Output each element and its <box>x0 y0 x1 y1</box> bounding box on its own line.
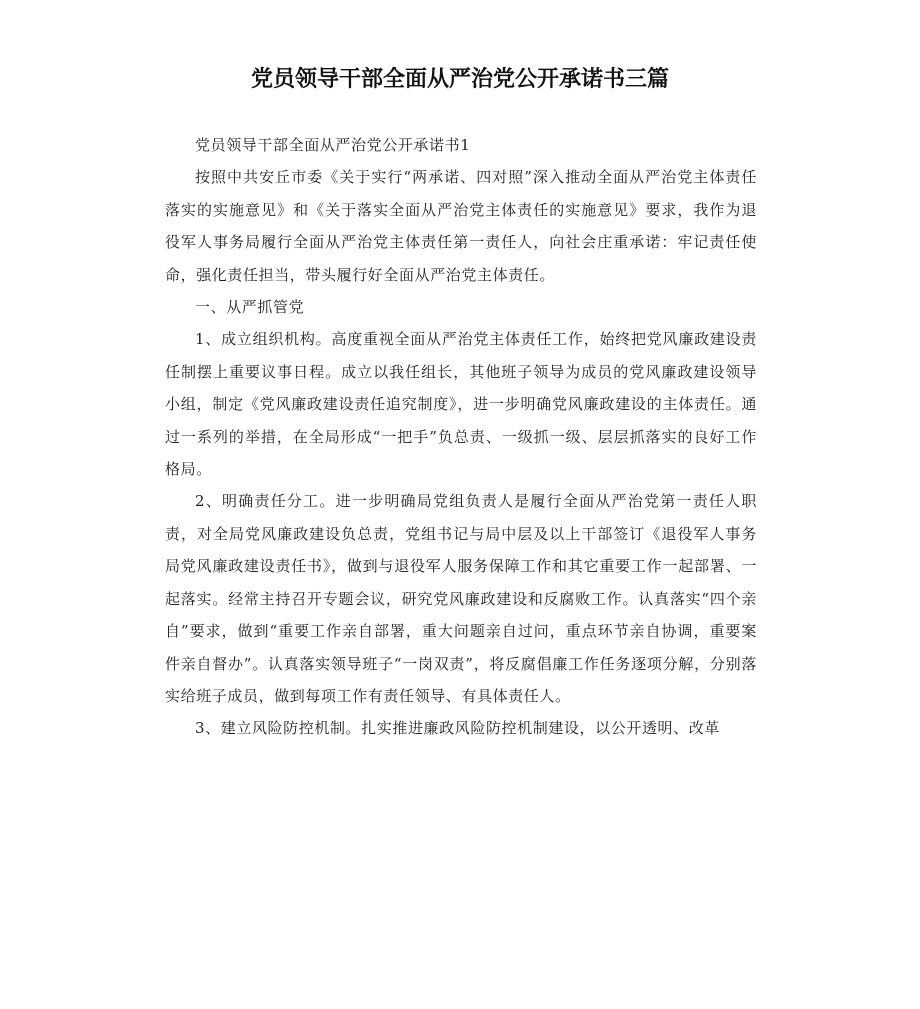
paragraph-item-1: 1、成立组织机构。高度重视全面从严治党主体责任工作，始终把党风廉政建设责任制摆上重要议事日程。成立以我任组长，其他班子领导为成员的党风廉政建设领导小组，制定《党风廉政建设责任追究制度》，进一步明确党风廉政建设的主体责任。通过一系列的举措，在全局形成“一把手”负总责、一级抓一级、层层抓落实的良好工作格局。 <box>165 330 757 479</box>
paragraph-subtitle: 党员领导干部全面从严治党公开承诺书1 <box>195 136 471 154</box>
paragraph-item-2: 2、明确责任分工。进一步明确局党组负责人是履行全面从严治党第一责任人职责，对全局党风廉政建设负总责，党组书记与局中层及以上干部签订《退役军人事务局党风廉政建设责任书》，做到与退役军人服务保障工作和其它重要工作一起部署、一起落实。经常主持召开专题会议，研究党风廉政建设和反腐败工作。认真落实“四个亲自”要求，做到“重要工作亲自部署，重大问题亲自过问，重点环节亲自协调，重要案件亲自督办”。认真落实领导班子“一岗双责”，将反腐倡廉工作任务逐项分解，分别落实给班子成员，做到每项工作有责任领导、有具体责任人。 <box>165 492 757 705</box>
paragraph-item-3: 3、建立风险防控机制。扎实推进廉政风险防控机制建设，以公开透明、改革 <box>195 719 720 738</box>
document-title: 党员领导干部全面从严治党公开承诺书三篇 <box>250 67 669 92</box>
document-body <box>165 129 757 745</box>
paragraph-intro: 按照中共安丘市委《关于实行“两承诺、四对照”深入推动全面从严治党主体责任落实的实施意见》和《关于落实全面从严治党主体责任的实施意见》要求，我作为退役军人事务局履行全面从严治党主体责任第一责任人，向社会庄重承诺：牢记责任使命，强化责任担当，带头履行好全面从严治党主体责任。 <box>165 168 757 284</box>
section-heading: 一、从严抓管党 <box>195 298 305 317</box>
